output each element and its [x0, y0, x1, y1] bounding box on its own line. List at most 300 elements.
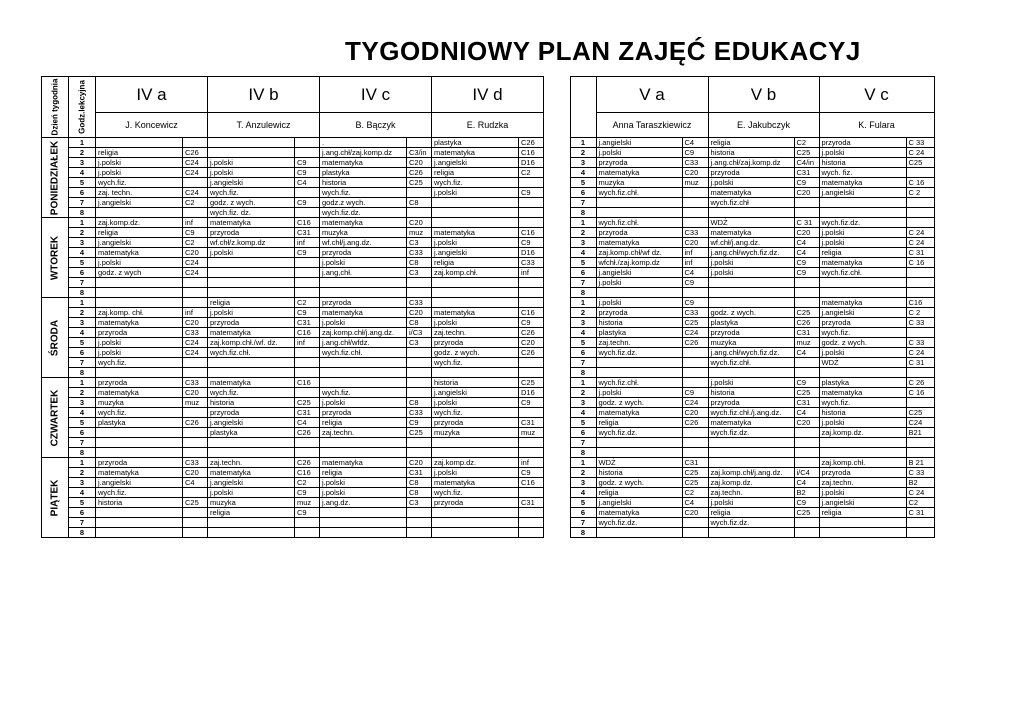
room-cell: C24	[183, 338, 208, 348]
room-cell: D16	[519, 388, 544, 398]
subject-cell: godz.z wych.	[320, 198, 407, 208]
room-cell: C 31	[906, 358, 934, 368]
room-cell: C26	[519, 328, 544, 338]
room-cell: C31	[794, 328, 819, 338]
subject-cell	[208, 528, 295, 538]
subject-cell: plastyka	[819, 378, 906, 388]
subject-cell: j.polski	[819, 348, 906, 358]
subject-cell	[432, 218, 519, 228]
lesson-number: 1	[570, 458, 596, 468]
subject-cell	[320, 518, 407, 528]
room-cell: C9	[295, 488, 320, 498]
table-row	[543, 398, 934, 408]
room-cell: C33	[682, 158, 708, 168]
subject-cell: wych.fiz.	[96, 358, 183, 368]
table-row	[42, 168, 544, 178]
subject-cell: wych.fiz.dz.	[708, 518, 794, 528]
table-row	[543, 168, 934, 178]
lesson-number: 2	[69, 308, 96, 318]
subject-cell: j.polski	[708, 268, 794, 278]
room-cell	[682, 438, 708, 448]
day-label	[42, 218, 69, 298]
room-cell	[519, 368, 544, 378]
subject-cell	[432, 438, 519, 448]
room-cell: C31	[519, 498, 544, 508]
room-cell	[519, 208, 544, 218]
subject-cell: historia	[596, 468, 682, 478]
room-cell: C24	[183, 188, 208, 198]
subject-cell: wych.fiz.	[432, 408, 519, 418]
room-cell	[794, 448, 819, 458]
room-cell	[682, 348, 708, 358]
subject-cell	[320, 378, 407, 388]
subject-cell: matematyka	[432, 478, 519, 488]
lesson-number: 8	[570, 528, 596, 538]
table-row	[543, 368, 934, 378]
lesson-number: 3	[69, 478, 96, 488]
subject-cell: godz. z wych.	[819, 338, 906, 348]
gap	[543, 528, 570, 538]
subject-cell: matematyka	[208, 218, 295, 228]
subject-cell	[96, 508, 183, 518]
room-cell: C 16	[906, 258, 934, 268]
subject-cell	[320, 508, 407, 518]
class-header: IV b	[208, 77, 320, 113]
subject-cell: historia	[432, 378, 519, 388]
subject-cell: wych.fiz.dz.	[596, 348, 682, 358]
lesson-number: 6	[69, 428, 96, 438]
subject-cell	[208, 278, 295, 288]
subject-cell: przyroda	[708, 398, 794, 408]
room-cell: C2	[906, 498, 934, 508]
room-cell: C26	[183, 148, 208, 158]
subject-cell	[819, 198, 906, 208]
subject-cell: wf.chł/j.ang.dz.	[320, 238, 407, 248]
subject-cell: muzyka	[432, 428, 519, 438]
room-cell: C 33	[906, 338, 934, 348]
subject-cell: religia	[96, 228, 183, 238]
subject-cell: j.polski	[432, 318, 519, 328]
lesson-number: 3	[69, 158, 96, 168]
subject-cell: j.ang.chł/wfdz.	[320, 338, 407, 348]
subject-cell: religia	[596, 418, 682, 428]
room-cell: C4/in	[794, 158, 819, 168]
gap	[543, 328, 570, 338]
subject-cell: wych.fiz.chł.	[596, 218, 682, 228]
lesson-number: 7	[69, 358, 96, 368]
lesson-number: 8	[69, 288, 96, 298]
room-cell: C 31	[794, 218, 819, 228]
room-cell	[407, 188, 432, 198]
subject-cell: matematyka	[708, 228, 794, 238]
subject-cell: przyroda	[819, 318, 906, 328]
subject-cell: matematyka	[96, 468, 183, 478]
teacher-name: Anna Taraszkiewicz	[596, 113, 708, 138]
table-row	[42, 378, 544, 388]
room-cell: C4	[682, 498, 708, 508]
lesson-number: 3	[69, 398, 96, 408]
subject-cell	[208, 518, 295, 528]
room-cell	[682, 188, 708, 198]
lesson-number: 8	[570, 368, 596, 378]
table-row	[42, 228, 544, 238]
room-cell: muz	[407, 228, 432, 238]
subject-cell: matematyka	[596, 238, 682, 248]
room-cell: C9	[682, 148, 708, 158]
subject-cell: matematyka	[208, 328, 295, 338]
room-cell	[519, 408, 544, 418]
room-cell: C25	[682, 318, 708, 328]
gap	[543, 168, 570, 178]
class-header: IV a	[96, 77, 208, 113]
room-cell: C31	[794, 168, 819, 178]
subject-cell: j.polski	[596, 388, 682, 398]
subject-cell: j.angielski	[96, 198, 183, 208]
table-row	[42, 478, 544, 488]
subject-cell: plastyka	[432, 138, 519, 148]
table-row	[42, 518, 544, 528]
room-cell: C24	[183, 268, 208, 278]
gap	[543, 398, 570, 408]
table-row	[42, 448, 544, 458]
subject-cell: przyroda	[819, 468, 906, 478]
room-cell: C25	[682, 468, 708, 478]
lesson-number: 6	[570, 428, 596, 438]
lesson-number: 8	[69, 208, 96, 218]
table-row	[543, 288, 934, 298]
day-name: CZWARTEK	[49, 389, 61, 446]
subject-cell: matematyka	[432, 148, 519, 158]
subject-cell: religia	[432, 168, 519, 178]
room-cell: C4	[295, 178, 320, 188]
room-cell: C 24	[906, 228, 934, 238]
lesson-number: 7	[69, 278, 96, 288]
room-cell: C 2	[906, 308, 934, 318]
subject-cell: wych.fiz.	[432, 358, 519, 368]
room-cell	[295, 438, 320, 448]
room-cell	[906, 438, 934, 448]
room-cell	[794, 358, 819, 368]
lesson-number: 4	[570, 328, 596, 338]
subject-cell: matematyka	[819, 178, 906, 188]
room-cell: C9	[519, 398, 544, 408]
gap	[543, 368, 570, 378]
room-cell: C4	[794, 408, 819, 418]
room-cell: C 16	[906, 178, 934, 188]
room-cell	[407, 368, 432, 378]
teacher-name: T. Anzulewicz	[208, 113, 320, 138]
subject-cell	[96, 368, 183, 378]
room-cell	[682, 528, 708, 538]
room-cell: C33	[183, 328, 208, 338]
subject-cell: wych.fiz. dz.	[208, 208, 295, 218]
room-cell: C20	[183, 468, 208, 478]
room-cell: C16	[519, 478, 544, 488]
room-cell: C26	[519, 348, 544, 358]
subject-cell: j.polski	[320, 478, 407, 488]
room-cell	[519, 198, 544, 208]
room-cell	[682, 378, 708, 388]
subject-cell	[432, 528, 519, 538]
subject-cell	[96, 438, 183, 448]
room-cell: C25	[794, 148, 819, 158]
room-cell: D16	[519, 158, 544, 168]
subject-cell: matematyka	[96, 318, 183, 328]
room-cell: C9	[794, 268, 819, 278]
lesson-number: 4	[570, 248, 596, 258]
subject-cell: przyroda	[819, 138, 906, 148]
subject-cell: wych.fiz.dz.	[320, 208, 407, 218]
subject-cell: wych.fiz.	[320, 188, 407, 198]
subject-cell: godz. z wych.	[708, 308, 794, 318]
subject-cell	[708, 438, 794, 448]
subject-cell: godz. z wych	[96, 268, 183, 278]
lesson-number: 8	[69, 368, 96, 378]
room-cell: C 24	[906, 488, 934, 498]
subject-cell: j.polski	[432, 188, 519, 198]
room-cell: C33	[407, 248, 432, 258]
subject-cell: matematyka	[208, 468, 295, 478]
subject-cell: przyroda	[208, 408, 295, 418]
room-cell	[183, 368, 208, 378]
room-cell: C26	[682, 338, 708, 348]
table-row	[543, 198, 934, 208]
subject-cell	[708, 278, 794, 288]
subject-cell: j.polski	[320, 398, 407, 408]
subject-cell: historia	[596, 318, 682, 328]
table-row	[543, 328, 934, 338]
subject-cell: matematyka	[320, 218, 407, 228]
day-label	[42, 298, 69, 378]
room-cell	[682, 448, 708, 458]
subject-cell: wych.fiz.dz.	[819, 218, 906, 228]
subject-cell: j.polski	[596, 148, 682, 158]
lesson-number: 2	[570, 228, 596, 238]
subject-cell: j.angielski	[596, 138, 682, 148]
room-cell: C20	[183, 388, 208, 398]
subject-cell: plastyka	[96, 418, 183, 428]
room-cell: C9	[407, 418, 432, 428]
room-cell: C9	[295, 508, 320, 518]
gap	[543, 348, 570, 358]
subject-cell	[708, 368, 794, 378]
lesson-number: 5	[69, 338, 96, 348]
subject-cell: wych.fiz.dz.	[596, 428, 682, 438]
table-row	[543, 528, 934, 538]
subject-cell: j.angielski	[432, 248, 519, 258]
class-header: IV c	[320, 77, 432, 113]
room-cell	[407, 508, 432, 518]
lesson-number: 6	[69, 348, 96, 358]
subject-cell: j.ang.chł/wych.fiz.dz.	[708, 348, 794, 358]
subject-cell	[320, 278, 407, 288]
table-row	[543, 258, 934, 268]
room-cell: C9	[519, 318, 544, 328]
lesson-number: 3	[570, 238, 596, 248]
subject-cell: j.polski	[320, 258, 407, 268]
subject-cell: j.ang,chł.	[320, 268, 407, 278]
subject-cell	[819, 208, 906, 218]
table-row	[42, 348, 544, 358]
subject-cell: godz. z wych.	[208, 198, 295, 208]
subject-cell: matematyka	[320, 158, 407, 168]
lesson-number: 6	[69, 508, 96, 518]
subject-cell: zaj.techn.	[596, 338, 682, 348]
room-cell: C8	[407, 318, 432, 328]
subject-cell: j.polski	[819, 228, 906, 238]
subject-cell: j.angielski	[596, 498, 682, 508]
gap	[543, 188, 570, 198]
lesson-number: 5	[570, 338, 596, 348]
lesson-number: 8	[69, 448, 96, 458]
lesson-number: 4	[570, 488, 596, 498]
room-cell: C31	[794, 398, 819, 408]
room-cell: C16	[295, 328, 320, 338]
lesson-number: 4	[69, 328, 96, 338]
subject-cell	[96, 298, 183, 308]
room-cell: C9	[682, 298, 708, 308]
room-cell: C3	[407, 498, 432, 508]
room-cell: C 33	[906, 318, 934, 328]
subject-cell: religia	[320, 468, 407, 478]
room-cell: C8	[407, 488, 432, 498]
room-cell	[519, 178, 544, 188]
room-cell: C4	[183, 478, 208, 488]
subject-cell: j.polski	[320, 318, 407, 328]
subject-cell: religia	[208, 508, 295, 518]
room-cell: C8	[407, 478, 432, 488]
gap	[543, 238, 570, 248]
room-cell	[407, 438, 432, 448]
room-cell	[295, 388, 320, 398]
room-cell: B 21	[906, 458, 934, 468]
subject-cell: przyroda	[96, 458, 183, 468]
table-row	[42, 438, 544, 448]
lesson-number: 7	[570, 438, 596, 448]
subject-cell: matematyka	[596, 408, 682, 418]
class-header: IV d	[432, 77, 544, 113]
subject-cell: przyroda	[708, 168, 794, 178]
room-cell	[183, 178, 208, 188]
gap	[543, 338, 570, 348]
room-cell	[295, 188, 320, 198]
lesson-number: 5	[570, 498, 596, 508]
room-cell: C24	[906, 418, 934, 428]
subject-cell: religia	[208, 298, 295, 308]
gap	[543, 77, 570, 113]
page-title: TYGODNIOWY PLAN ZAJĘĆ EDUKACYJ	[345, 36, 861, 66]
table-row	[543, 148, 934, 158]
subject-cell: j.angielski	[596, 268, 682, 278]
gap	[543, 428, 570, 438]
subject-cell	[96, 448, 183, 458]
subject-cell: j.polski	[208, 488, 295, 498]
room-cell: C9	[794, 258, 819, 268]
room-cell: C26	[794, 318, 819, 328]
table-row	[543, 318, 934, 328]
room-cell: C3	[407, 268, 432, 278]
subject-cell	[819, 288, 906, 298]
gap	[543, 478, 570, 488]
subject-cell: wych.fiz.	[320, 388, 407, 398]
table-row	[42, 418, 544, 428]
room-cell	[906, 398, 934, 408]
lesson-number: 1	[570, 218, 596, 228]
lesson-number: 1	[570, 378, 596, 388]
room-cell: C2	[682, 488, 708, 498]
room-cell	[407, 448, 432, 458]
room-cell	[794, 428, 819, 438]
subject-cell: j.polski	[432, 468, 519, 478]
room-cell: C8	[407, 398, 432, 408]
lesson-number: 5	[69, 418, 96, 428]
subject-cell: wych.fiz.chł.	[819, 268, 906, 278]
subject-cell: matematyka	[596, 508, 682, 518]
subject-cell: godz. z wych.	[596, 398, 682, 408]
room-cell	[407, 208, 432, 218]
subject-cell: wych.fiz.	[96, 408, 183, 418]
table-row	[543, 238, 934, 248]
subject-cell: zaj.techn.	[708, 488, 794, 498]
subject-cell	[819, 528, 906, 538]
room-cell	[794, 198, 819, 208]
room-cell: C24	[183, 258, 208, 268]
subject-cell	[819, 278, 906, 288]
lesson-number: 1	[570, 138, 596, 148]
room-cell	[183, 138, 208, 148]
subject-cell	[208, 258, 295, 268]
subject-cell	[208, 288, 295, 298]
room-cell	[183, 438, 208, 448]
subject-cell: j.angielski	[819, 308, 906, 318]
subject-cell: j.polski	[819, 238, 906, 248]
subject-cell: historia	[208, 398, 295, 408]
subject-cell: historia	[96, 498, 183, 508]
subject-cell	[208, 358, 295, 368]
room-cell	[295, 278, 320, 288]
subject-cell	[596, 448, 682, 458]
room-cell	[906, 518, 934, 528]
room-cell: C25	[407, 428, 432, 438]
subject-cell	[432, 278, 519, 288]
lesson-number: 4	[69, 168, 96, 178]
room-cell	[183, 408, 208, 418]
room-cell: C33	[183, 458, 208, 468]
room-cell: C16	[519, 148, 544, 158]
subject-cell: matematyka	[819, 388, 906, 398]
room-cell	[682, 218, 708, 228]
lesson-number: 5	[570, 418, 596, 428]
subject-cell: j.polski	[708, 178, 794, 188]
room-cell: D16	[519, 248, 544, 258]
gap	[543, 388, 570, 398]
room-cell	[295, 518, 320, 528]
subject-cell: zaj.komp.dz.	[432, 458, 519, 468]
table-row	[543, 458, 934, 468]
room-cell: C3/in	[407, 148, 432, 158]
gap	[543, 208, 570, 218]
table-row	[42, 218, 544, 228]
subject-cell	[432, 448, 519, 458]
room-cell	[906, 368, 934, 378]
room-cell: C25	[794, 388, 819, 398]
table-row	[42, 138, 544, 148]
room-cell: C16	[295, 378, 320, 388]
lesson-number: 8	[570, 288, 596, 298]
room-cell: C26	[682, 418, 708, 428]
table-row	[42, 368, 544, 378]
teacher-name: E. Rudzka	[432, 113, 544, 138]
